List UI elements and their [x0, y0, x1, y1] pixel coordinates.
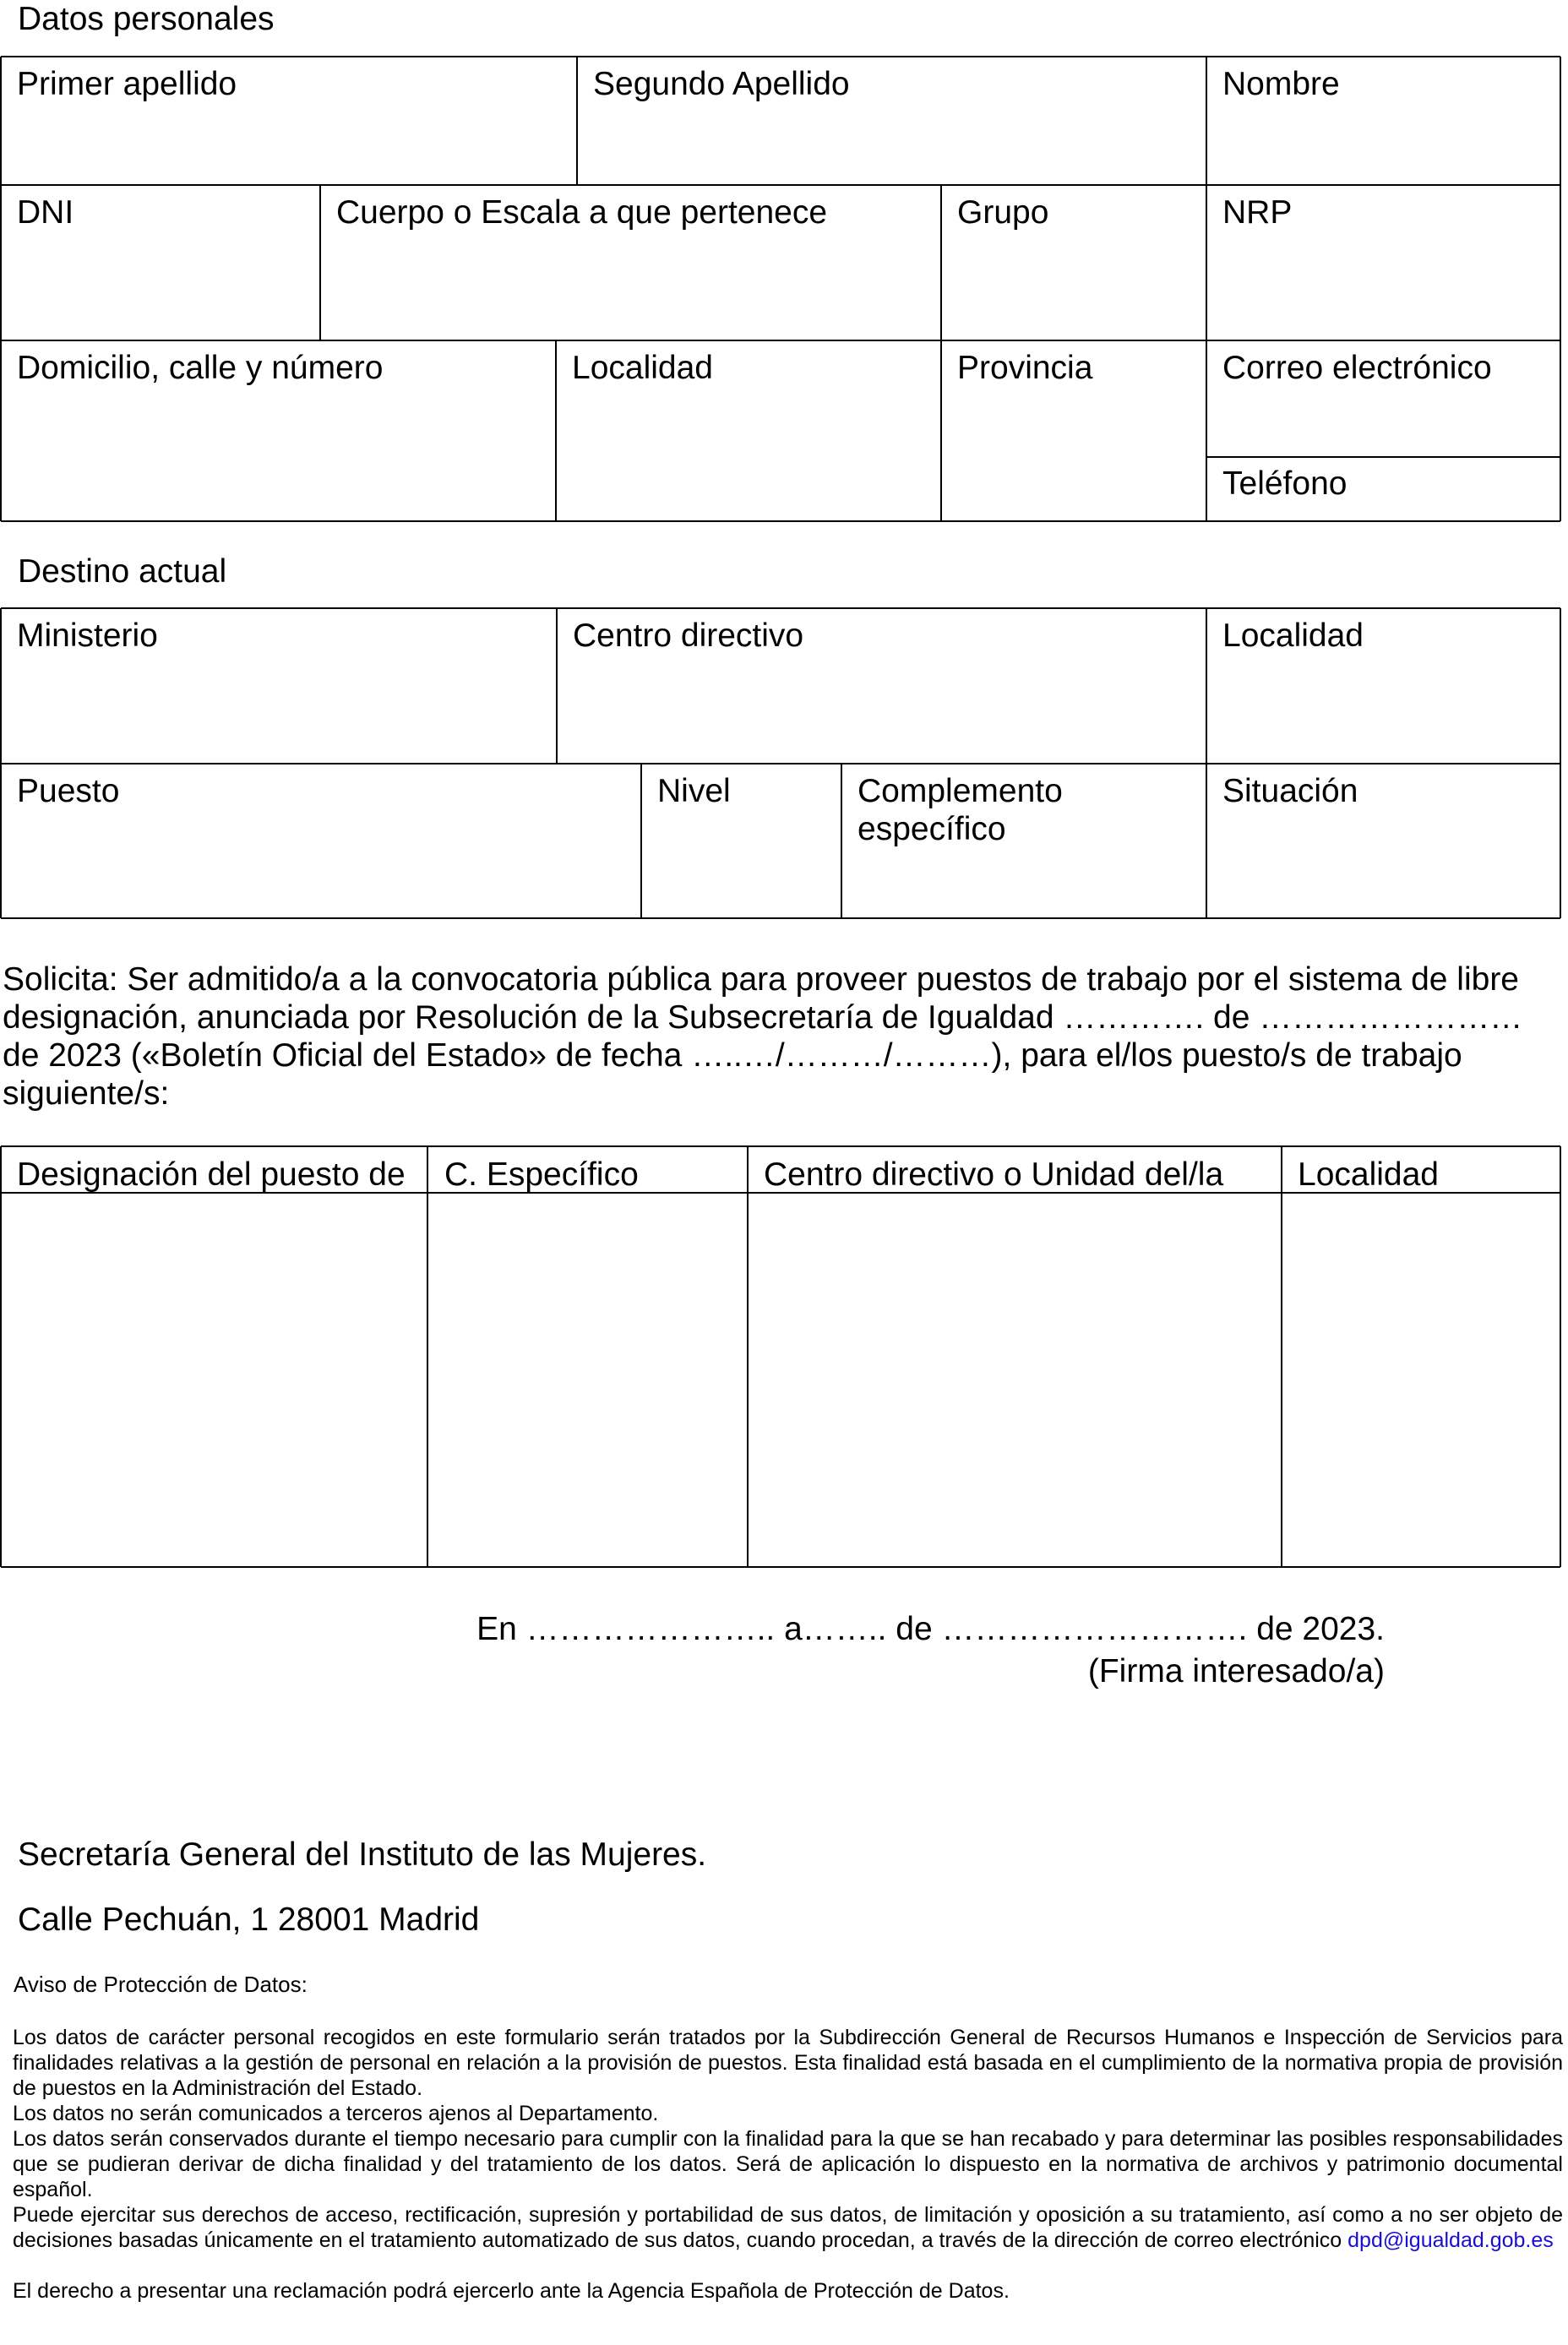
grupo-field[interactable]	[941, 185, 1206, 340]
puesto-label: Puesto	[17, 773, 120, 809]
col-header-localidad: Localidad	[1298, 1156, 1439, 1193]
address-line-1: Secretaría General del Instituto de las Mujeres.	[18, 1836, 707, 1873]
signature-label: (Firma interesado/a)	[1087, 1653, 1385, 1689]
privacy-paragraph-5: El derecho a presentar una reclamación podrá ejercerlo ante la Agencia Española de Protección de Datos.	[13, 2279, 1010, 2303]
centro-directivo-label: Centro directivo	[573, 618, 804, 654]
designacion-input-cell[interactable]	[1, 1193, 427, 1567]
grupo-label: Grupo	[957, 194, 1049, 231]
situacion-field[interactable]	[1206, 764, 1560, 918]
provincia-field[interactable]	[941, 340, 1206, 521]
nombre-label: Nombre	[1222, 66, 1340, 102]
complemento-label: Complemento específico	[858, 773, 1063, 847]
telefono-field[interactable]	[1206, 457, 1560, 521]
privacy-paragraph-3: Los datos serán conservados durante el tiempo necesario para cumplir con la finalidad para la que se han recabado y para determinar las posibles responsabilidades que se pudieran derivar de dicha finalidad y del tratamiento de los datos. Será de aplicación lo dispuesto en la normativa de archivos y patrimonio documental español.	[13, 2127, 1563, 2201]
destination-title: Destino actual	[18, 553, 227, 590]
correo-field[interactable]	[1206, 340, 1560, 457]
primer-apellido-label: Primer apellido	[17, 66, 237, 102]
cuerpo-field[interactable]	[320, 185, 941, 340]
col-header-centro-directivo: Centro directivo o Unidad del/la	[764, 1156, 1224, 1193]
ministerio-label: Ministerio	[17, 618, 158, 654]
cuerpo-label: Cuerpo o Escala a que pertenece	[336, 194, 828, 231]
segundo-apellido-field[interactable]	[577, 57, 1206, 185]
puesto-field[interactable]	[1, 764, 641, 918]
nrp-field[interactable]	[1206, 185, 1560, 340]
correo-label: Correo electrónico	[1222, 350, 1492, 386]
c-especifico-input-cell[interactable]	[427, 1193, 748, 1567]
address-line-2: Calle Pechuán, 1 28001 Madrid	[18, 1902, 480, 1938]
domicilio-field[interactable]	[1, 340, 556, 521]
centro-directivo-field[interactable]	[557, 608, 1206, 764]
col-header-c-especifico: C. Específico	[444, 1156, 639, 1193]
privacy-paragraph-4	[13, 2202, 1563, 2253]
nombre-field[interactable]	[1206, 57, 1560, 185]
dpo-email-link[interactable]: dpd@igualdad.gob.es	[1348, 2228, 1554, 2252]
nivel-field[interactable]	[641, 764, 841, 918]
dni-field[interactable]	[1, 185, 320, 340]
request-paragraph: Solicita: Ser admitido/a a la convocatoria pública para proveer puestos de trabajo por el sistema de libre designación, anunciada por Resolución de la Subsecretaría de Igualdad …………. de …………………… de 2023 («Boletín Oficial del Estado» de fecha …..…/………/………), para el/los puesto/s de trabajo siguiente/s:	[3, 961, 1523, 1112]
situacion-label: Situación	[1222, 773, 1358, 809]
privacy-notice	[13, 2025, 1563, 2304]
privacy-paragraph-2: Los datos no serán comunicados a terceros ajenos al Departamento.	[13, 2102, 659, 2125]
complemento-field[interactable]	[841, 764, 1206, 918]
localidad-field[interactable]	[556, 340, 941, 521]
segundo-apellido-label: Segundo Apellido	[593, 66, 850, 102]
destino-localidad-field[interactable]	[1206, 608, 1560, 764]
personal-data-title: Datos personales	[18, 1, 275, 37]
centro-directivo-input-cell[interactable]	[748, 1193, 1282, 1567]
primer-apellido-field[interactable]	[1, 57, 577, 185]
place-date-line: En ………………….. a…….. de ………………………. de 2023.	[476, 1611, 1385, 1647]
col-header-designacion: Designación del puesto de	[17, 1156, 406, 1193]
nrp-label: NRP	[1222, 194, 1293, 231]
privacy-paragraph-1: Los datos de carácter personal recogidos en este formulario serán tratados por la Subdirección General de Recursos Humanos e Inspección de Servicios para finalidades relativas a la gestión de personal en relación a la provisión de puestos. Esta finalidad está basada en el cumplimiento de la normativa propia de provisión de puestos en la Administración del Estado.	[13, 2026, 1563, 2100]
nivel-label: Nivel	[657, 773, 731, 809]
ministerio-field[interactable]	[1, 608, 557, 764]
privacy-rights-text: Puede ejercitar sus derechos de acceso, rectificación, supresión y portabilidad de sus datos, de limitación y oposición a su tratamiento, así como a no ser objeto de decisiones basadas únicamente en el tratamiento automatizado de sus datos, cuando procedan, a través de la dirección de correo electrónico	[13, 2203, 1563, 2252]
localidad-input-cell[interactable]	[1282, 1193, 1560, 1567]
localidad-label: Localidad	[572, 350, 713, 386]
telefono-label: Teléfono	[1222, 465, 1348, 502]
destino-localidad-label: Localidad	[1222, 618, 1364, 654]
privacy-title: Aviso de Protección de Datos:	[14, 1972, 308, 1997]
domicilio-label: Domicilio, calle y número	[17, 350, 384, 386]
dni-label: DNI	[17, 194, 74, 231]
provincia-label: Provincia	[957, 350, 1093, 386]
